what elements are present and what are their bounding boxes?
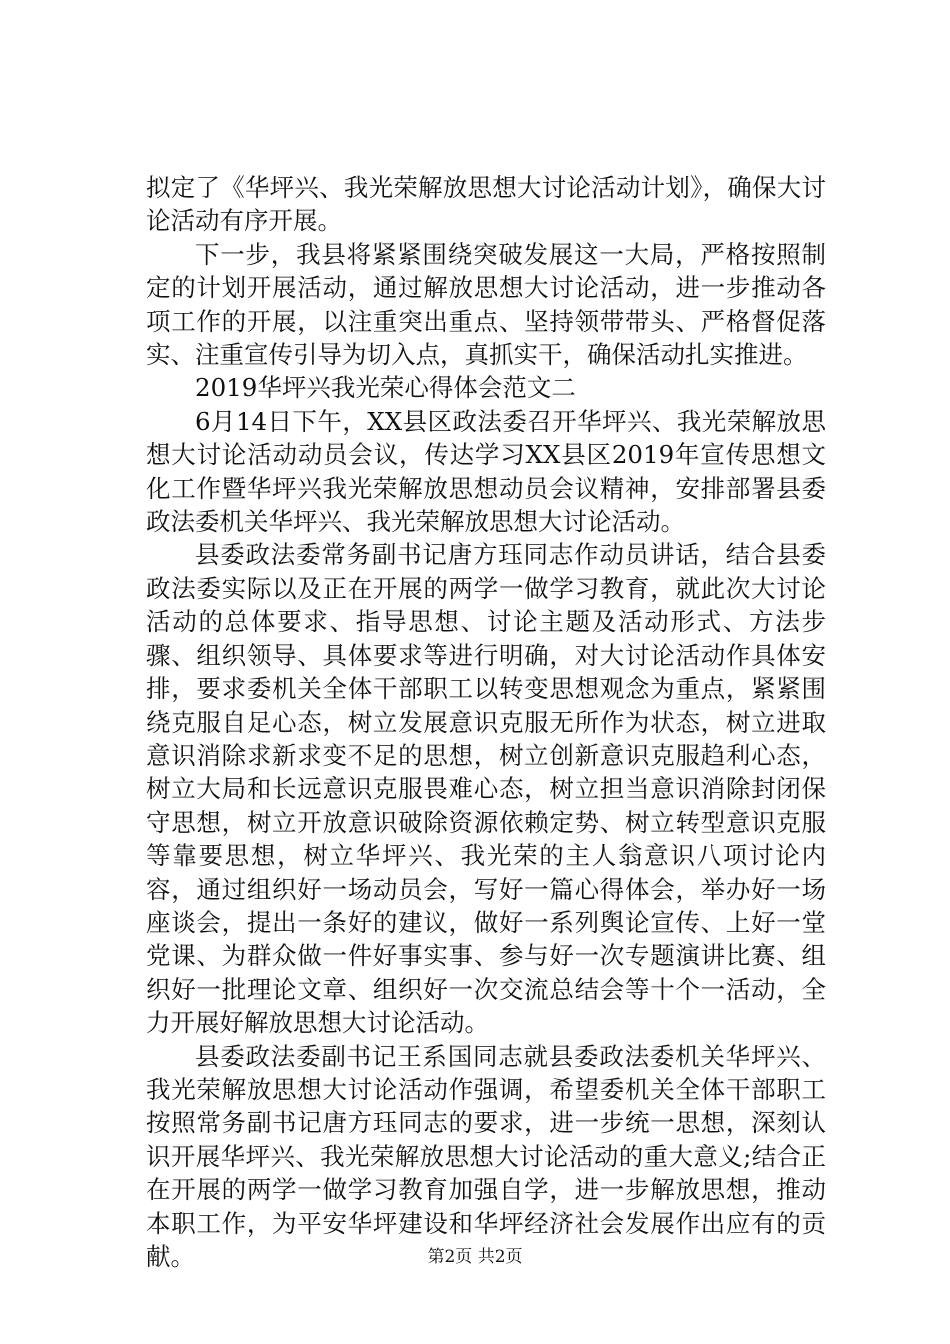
page-number-footer: 第2页 共2页 [427, 1247, 523, 1267]
document-body [146, 171, 826, 1273]
paragraph-speech: 县委政法委常务副书记唐方珏同志作动员讲话，结合县委政法委实际以及正在开展的两学一做学习教育，就此次大讨论活动的总体要求、指导思想、讨论主题及活动形式、方法步骤、组织领导、具体要求等进行明确，对大讨论活动作具体安排，要求委机关全体干部职工以转变思想观念为重点，紧紧围绕克服自足心态，树立发展意识克服无所作为状态，树立进取意识消除求新求变不足的思想，树立创新意识克服趋利心态，树立大局和长远意识克服畏难心态，树立担当意识消除封闭保守思想，树立开放意识破除资源依赖定势、树立转型意识克服等靠要思想，树立华坪兴、我光荣的主人翁意识八项讨论内容，通过组织好一场动员会，写好一篇心得体会，举办好一场座谈会，提出一条好的建议，做好一系列舆论宣传、上好一堂党课、为群众做一件好事实事、参与好一次专题演讲比赛、组织好一批理论文章、组织好一次交流总结会等十个一活动，全力开展好解放思想大讨论活动。 [146, 540, 826, 1038]
paragraph-continuation: 拟定了《华坪兴、我光荣解放思想大讨论活动计划》，确保大讨论活动有序开展。 [146, 173, 826, 236]
paragraph-emphasis: 县委政法委副书记王系国同志就县委政法委机关华坪兴、我光荣解放思想大讨论活动作强调，希望委机关全体干部职工按照常务副书记唐方珏同志的要求，进一步统一思想，深刻认识开展华坪兴、我光荣解放思想大讨论活动的重大意义;结合正在开展的两学一做学习教育加强自学，进一步解放思想，推动本职工作，为平安华坪建设和华坪经济社会发展作出应有的贡献。 [146, 1041, 826, 1271]
paragraph-next-step: 下一步，我县将紧紧围绕突破发展这一大局，严格按照制定的计划开展活动，通过解放思想大讨论活动，进一步推动各项工作的开展，以注重突出重点、坚持领带带头、严格督促落实、注重宣传引导为切入点，真抓实干，确保活动扎实推进。 [146, 239, 826, 370]
paragraph-meeting: 6月14日下午，XX县区政法委召开华坪兴、我光荣解放思想大讨论活动动员会议，传达学习XX县区2019年宣传思想文化工作暨华坪兴我光荣解放思想动员会议精神，安排部署县委政法委机关华坪兴、我光荣解放思想大讨论活动。 [146, 406, 826, 537]
section-heading: 2019华坪兴我光荣心得体会范文二 [195, 373, 576, 403]
